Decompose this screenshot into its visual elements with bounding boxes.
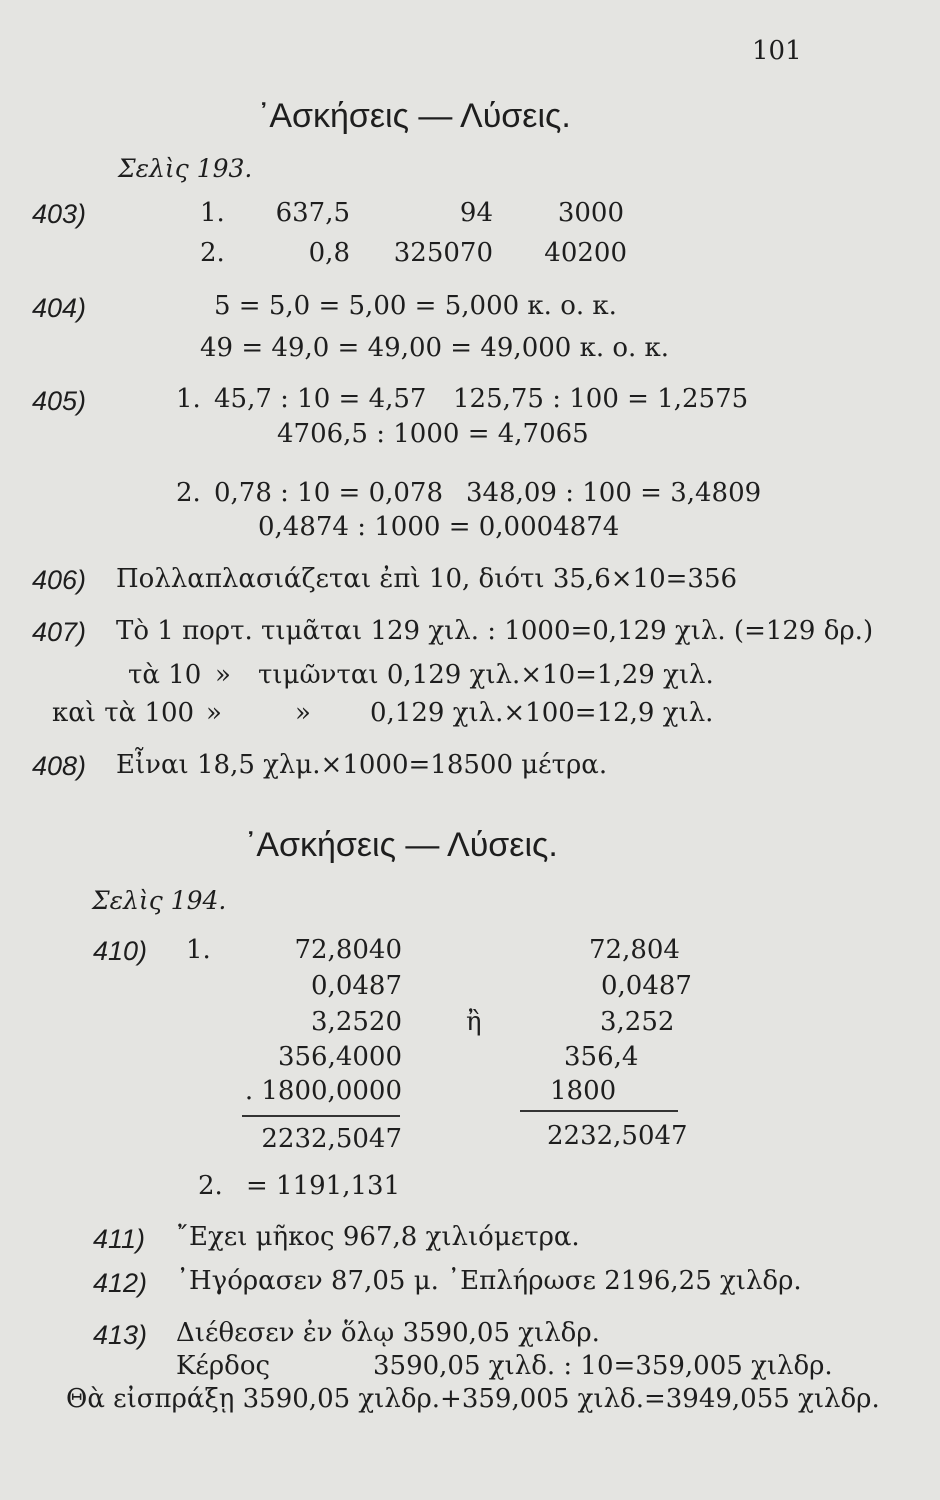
- ex407-line2-text: τιμῶνται 0,129 χιλ.×10=1,29 χιλ.: [258, 660, 714, 690]
- ex408-text: Εἶναι 18,5 χλμ.×1000=18500 μέτρα.: [116, 750, 608, 780]
- ex403-row1-c: 3000: [557, 198, 624, 228]
- ex413-line1: Διέθεσεν ἐν ὅλῳ 3590,05 χιλδρ.: [176, 1318, 600, 1348]
- ex410-or-word: ἢ: [466, 1007, 482, 1037]
- exercise-number-408: 408): [32, 751, 87, 781]
- ex410-left-addend-2: 0,0487: [311, 971, 402, 1001]
- ex405-part1-c: 4706,5 : 1000 = 4,7065: [277, 419, 589, 449]
- ex410-right-addend-4: 356,4: [564, 1042, 639, 1072]
- ex410-right-sum-rule: [520, 1110, 678, 1112]
- ex405-part1-b: 125,75 : 100 = 1,2575: [453, 384, 749, 414]
- ex403-row2-c: 40200: [544, 238, 627, 268]
- ex410-right-total: 2232,5047: [547, 1121, 688, 1151]
- ex407-line2-ditto: »: [215, 660, 231, 690]
- exercise-number-413: 413): [93, 1320, 148, 1350]
- exercise-number-404: 404): [32, 293, 87, 323]
- ex406-text: Πολλαπλασιάζεται ἐπὶ 10, διότι 35,6×10=356: [116, 564, 738, 594]
- ex405-part2-b: 348,09 : 100 = 3,4809: [466, 478, 762, 508]
- exercise-number-405: 405): [32, 386, 87, 416]
- ex407-line3-text: 0,129 χιλ.×100=12,9 χιλ.: [370, 698, 714, 728]
- ex407-line2-label: τὰ 10: [128, 660, 202, 690]
- ex403-row1-a: 637,5: [275, 198, 350, 228]
- ex404-line1: 5 = 5,0 = 5,00 = 5,000 κ. ο. κ.: [214, 291, 617, 321]
- ex403-row2-a: 0,8: [308, 238, 350, 268]
- ex407-line3-ditto-1: »: [206, 698, 222, 728]
- ex413-line3: Θὰ εἰσπράξῃ 3590,05 χιλδρ.+359,005 χιλδ.=3949,055 χιλδρ.: [66, 1384, 880, 1414]
- section-heading-2: ᾿Ασκήσεις — Λύσεις.: [245, 826, 558, 864]
- ex410-right-addend-5: 1800: [550, 1076, 617, 1106]
- ex405-part1-index: 1.: [176, 384, 201, 414]
- ex412-text: ᾿Ηγόρασεν 87,05 μ. ᾿Επλήρωσε 2196,25 χιλδρ.: [176, 1266, 802, 1296]
- ex407-line3-ditto-2: »: [295, 698, 311, 728]
- exercise-number-411: 411): [93, 1224, 146, 1254]
- ex410-left-total: 2232,5047: [261, 1124, 402, 1154]
- exercise-number-410: 410): [93, 936, 148, 966]
- ex410-right-addend-3: 3,252: [600, 1007, 675, 1037]
- ex410-right-addend-1: 72,804: [589, 935, 680, 965]
- page-ref-194: Σελὶς 194.: [92, 886, 227, 915]
- ex413-line2-value: 3590,05 χιλδ. : 10=359,005 χιλδρ.: [373, 1351, 833, 1381]
- ex410-left-addend-3: 3,2520: [311, 1007, 402, 1037]
- ex410-right-addend-2: 0,0487: [601, 971, 692, 1001]
- ex403-row2-b: 325070: [393, 238, 493, 268]
- ex410-left-addend-5: . 1800,0000: [244, 1076, 402, 1106]
- ex403-row1-index: 1.: [200, 198, 225, 228]
- ex405-part2-c: 0,4874 : 1000 = 0,0004874: [258, 512, 620, 542]
- ex403-row2-index: 2.: [200, 238, 225, 268]
- ex405-part2-a: 0,78 : 10 = 0,078: [214, 478, 444, 508]
- exercise-number-403: 403): [32, 199, 87, 229]
- ex411-text: ῎Εχει μῆκος 967,8 χιλιόμετρα.: [176, 1222, 580, 1252]
- ex410-left-addend-1: 72,8040: [294, 935, 402, 965]
- exercise-number-406: 406): [32, 565, 87, 595]
- page-number: 101: [752, 36, 802, 66]
- ex410-left-sum-rule: [242, 1115, 400, 1117]
- ex403-row1-b: 94: [459, 198, 493, 228]
- ex413-line2-label: Κέρδος: [176, 1351, 271, 1381]
- section-heading-1: ᾿Ασκήσεις — Λύσεις.: [258, 97, 571, 135]
- exercise-number-407: 407): [32, 617, 87, 647]
- ex405-part1-a: 45,7 : 10 = 4,57: [214, 384, 427, 414]
- ex410-part2-index: 2.: [198, 1171, 223, 1201]
- exercise-number-412: 412): [93, 1268, 148, 1298]
- ex410-left-addend-4: 356,4000: [277, 1042, 402, 1072]
- ex410-part2-result: = 1191,131: [246, 1171, 401, 1201]
- ex407-line1: Τὸ 1 πορτ. τιμᾶται 129 χιλ. : 1000=0,129 χιλ. (=129 δρ.): [116, 616, 874, 646]
- ex405-part2-index: 2.: [176, 478, 201, 508]
- ex407-line3-label: καὶ τὰ 100: [52, 698, 195, 728]
- page-ref-193: Σελὶς 193.: [118, 154, 253, 183]
- ex410-part1-index: 1.: [186, 935, 211, 965]
- ex404-line2: 49 = 49,0 = 49,00 = 49,000 κ. ο. κ.: [200, 333, 670, 363]
